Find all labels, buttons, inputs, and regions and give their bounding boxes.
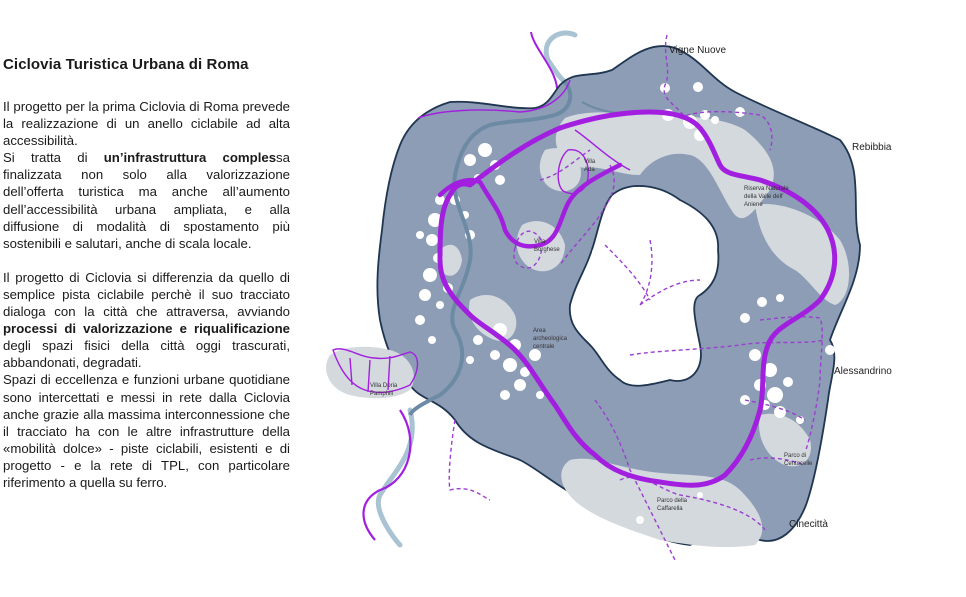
svg-text:Aniene: Aniene xyxy=(744,202,763,208)
svg-text:Caffarella: Caffarella xyxy=(657,506,683,512)
svg-text:Riserva Naturale: Riserva Naturale xyxy=(744,186,789,192)
text-segment: Si tratta di xyxy=(3,150,104,166)
svg-text:archeologica: archeologica xyxy=(533,336,568,342)
label-cinecitta: Cinecittà xyxy=(789,519,828,530)
paragraph-infrastructure xyxy=(3,149,290,252)
text-segment: Il progetto per la prima Ciclovia di Roma prevede la realizzazione di un anello ciclabile ad alta accessibilità. xyxy=(3,99,290,149)
text-segment-bold: processi di valorizzazione e riqualificazione xyxy=(3,321,290,337)
paragraph-intro xyxy=(3,98,290,149)
text-segment: Spazi di eccellenza e funzioni urbane quotidiane sono intercettati e messi in rete dalla Ciclovia anche grazie alla massima interconnessione che il tracciato ha con le altre infrastrutture della «mobilità dolce» - piste ciclabili, esistenti e di progetto - e la rete di TPL, con particolare riferimento a quella su ferro. xyxy=(3,372,290,490)
svg-text:centrale: centrale xyxy=(533,344,555,350)
label-vigne-nuove: Vigne Nuove xyxy=(669,45,727,56)
paragraph-difference xyxy=(3,269,290,372)
ciclovia-spur-south xyxy=(364,410,411,540)
svg-text:Villa Doria: Villa Doria xyxy=(370,383,398,389)
svg-text:Villa: Villa xyxy=(534,239,546,245)
description-panel xyxy=(3,56,290,491)
svg-text:Villa: Villa xyxy=(584,159,596,165)
text-segment: Il progetto di Ciclovia si differenzia da quello di semplice pista ciclabile perchè il suo tracciato dialoga con la città che attraversa, avviando xyxy=(3,269,290,320)
svg-text:Centocelle: Centocelle xyxy=(784,461,813,467)
svg-text:Area: Area xyxy=(533,328,546,334)
ciclovia-map xyxy=(315,0,966,597)
svg-text:Parco della: Parco della xyxy=(657,498,688,504)
svg-text:Pamphili: Pamphili xyxy=(370,391,394,397)
text-segment-bold: un’infrastruttura comples xyxy=(103,150,277,166)
page-title: Ciclovia Turistica Urbana di Roma xyxy=(3,56,249,73)
svg-text:Parco di: Parco di xyxy=(784,453,807,459)
text-segment: degli spazi fisici della città oggi trascurati, abbandonati, degradati. xyxy=(3,338,290,371)
svg-text:Borghese: Borghese xyxy=(534,247,560,253)
svg-text:Ada: Ada xyxy=(584,167,595,173)
label-rebibbia: Rebibbia xyxy=(852,142,892,153)
text-segment: sa finalizzata non solo alla valorizzazione dell’offerta turistica ma anche all’aumento dell’accessibilità urbana ampliata, e alla diffusione di modalità di spostamento più sostenibili e salutari, anche di scala locale. xyxy=(3,150,290,251)
label-alessandrino: Alessandrino xyxy=(834,366,892,377)
tiber-river-south xyxy=(378,410,412,545)
tiber-river-north xyxy=(546,33,575,82)
svg-text:della Valle dell': della Valle dell' xyxy=(744,194,784,200)
paragraph-network xyxy=(3,371,290,491)
